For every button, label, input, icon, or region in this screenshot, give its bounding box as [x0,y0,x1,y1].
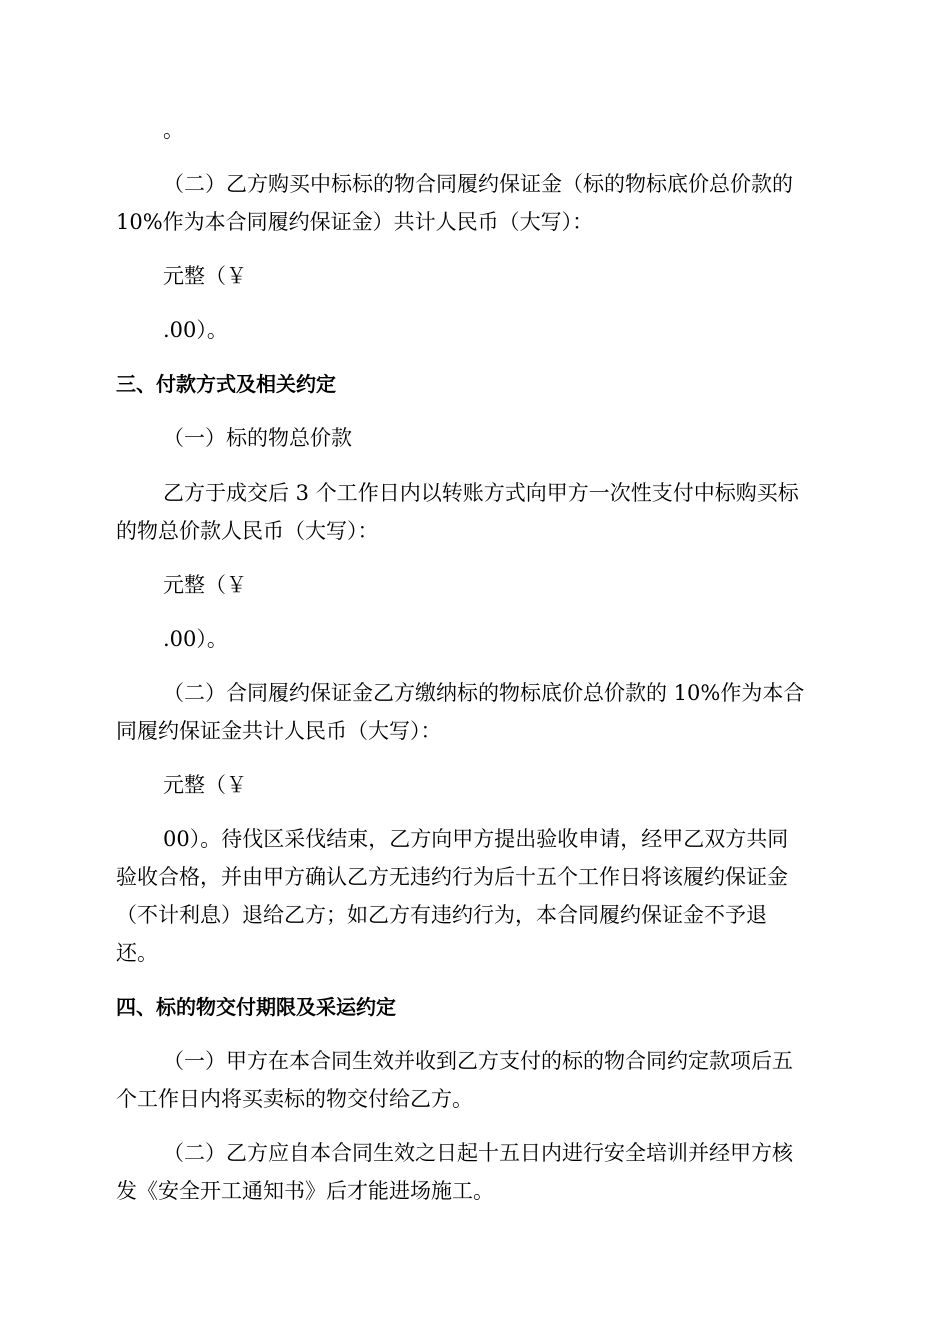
text-line: 。 [163,118,184,142]
paragraph-line: 个工作日内将买卖标的物交付给乙方。 [116,1087,473,1111]
subsection-title: （一）标的物总价款 [163,426,352,450]
paragraph-line: 10%作为本合同履约保证金）共计人民币（大写）： [116,210,594,234]
section-heading: 四、标的物交付期限及采运约定 [116,995,396,1019]
paragraph-line: 的物总价款人民币（大写）： [116,519,379,543]
paragraph-line: 验收合格，并由甲方确认乙方无违约行为后十五个工作日将该履约保证金 [116,865,788,889]
paragraph-line: 00）。待伐区采伐结束，乙方向甲方提出验收申请，经甲乙双方共同 [163,827,789,851]
text-line: 元整（￥ [163,573,247,597]
paragraph-line: （一）甲方在本合同生效并收到乙方支付的标的物合同约定款项后五 [163,1049,793,1073]
text-line: .00）。 [163,318,228,342]
paragraph-line: （二）乙方应自本合同生效之日起十五日内进行安全培训并经甲方核 [163,1141,793,1165]
paragraph-line: （不计利息）退给乙方；如乙方有违约行为，本合同履约保证金不予退 [116,903,767,927]
paragraph-line: （二）合同履约保证金乙方缴纳标的物标底价总价款的 10%作为本合 [163,681,805,705]
paragraph-line: （二）乙方购买中标标的物合同履约保证金（标的物标底价总价款的 [163,172,793,196]
section-heading: 三、付款方式及相关约定 [116,372,336,396]
text-line: 元整（￥ [163,264,247,288]
paragraph-line: 发《安全开工通知书》后才能进场施工。 [116,1179,494,1203]
paragraph-line: 同履约保证金共计人民币（大写）： [116,719,442,743]
text-line: .00）。 [163,627,228,651]
paragraph-line: 乙方于成交后 3 个工作日内以转账方式向甲方一次性支付中标购买标 [163,481,799,505]
text-line: 元整（￥ [163,773,247,797]
paragraph-line: 还。 [116,941,158,965]
